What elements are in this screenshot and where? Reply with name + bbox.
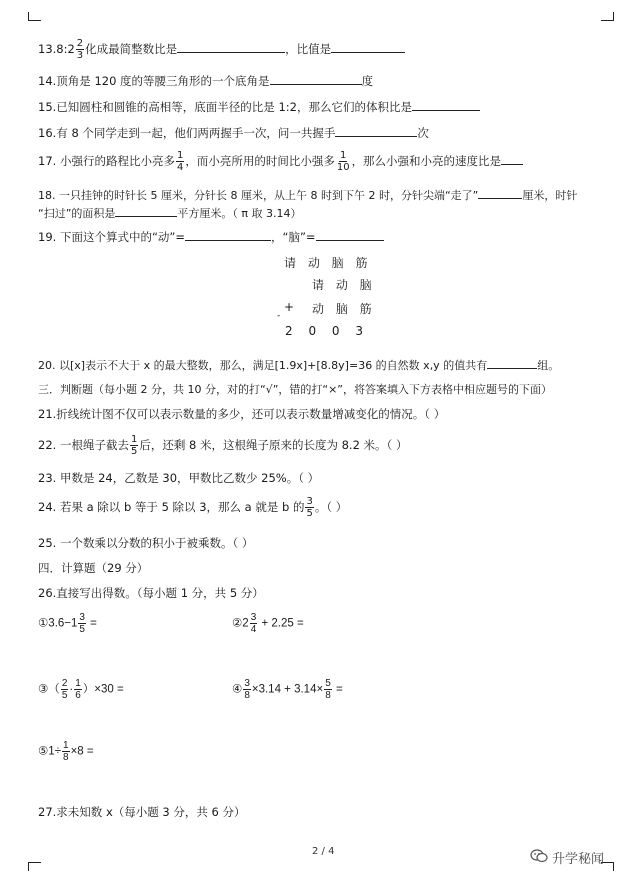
q22-fraction: $\frac{1}{5}$ (130, 434, 138, 457)
answer-blank[interactable] (177, 40, 285, 53)
puzzle-plus-sign: + (284, 300, 299, 314)
calc-4: ④ $\frac{3}{8}$ ×3.14 + 3.14× $\frac{5}{8}$ = (232, 678, 343, 701)
question-18-line-1: 18. 一只挂钟的时针长 5 厘米，分针长 8 厘米，从上午 8 时到下午 2 时，分针尖端“走了” 厘米，时针 (38, 186, 577, 203)
answer-blank[interactable] (501, 152, 523, 165)
q17-fraction-1: $\frac{1}{4}$ (176, 150, 184, 173)
answer-blank[interactable] (478, 186, 522, 199)
section-3-title: 三．判断题（每小题 2 分，共 10 分，对的打“√”，错的打“×”，将答案填入下方表格中相应题号的下面） (38, 383, 552, 396)
answer-blank[interactable] (487, 356, 537, 369)
crop-mark-top-right (601, 12, 614, 21)
question-13: 13.8:2 $\frac{2}{3}$ 化成最简整数比是 ，比值是 (38, 38, 405, 61)
calc-1: ①3.6−1 $\frac{3}{5}$ = (38, 612, 97, 635)
calc-3: ③（ $\frac{2}{5}$ · $\frac{1}{6}$ ）×30 = (38, 678, 124, 701)
question-14: 14.顶角是 120 度的等腰三角形的一个底角是 度 (38, 74, 374, 88)
puzzle-row-3: 动 脑 筋 (312, 302, 376, 316)
calc-2: ②2 $\frac{3}{4}$ + 2.25 = (232, 612, 304, 635)
crop-mark-bottom-left (28, 862, 41, 871)
answer-blank[interactable] (185, 228, 271, 241)
question-21: 21.折线统计图不仅可以表示数量的多少，还可以表示数量增减变化的情况。（ ） (38, 407, 446, 421)
answer-blank[interactable] (331, 40, 405, 53)
puzzle-row-2: 请 动 脑 (312, 278, 376, 292)
answer-blank[interactable] (412, 98, 480, 111)
q17-fraction-2: $\frac{1}{10}$ (336, 150, 350, 173)
brand-name: 升学秘闻 (552, 852, 605, 867)
answer-blank[interactable] (115, 204, 177, 217)
calc-4-fraction-1: $\frac{3}{8}$ (244, 678, 250, 701)
answer-blank[interactable] (270, 72, 362, 85)
question-25: 25. 一个数乘以分数的积小于被乘数。（ ） (38, 536, 254, 550)
question-15: 15.已知圆柱和圆锥的高相等，底面半径的比是 1:2，那么它们的体积比是 (38, 98, 480, 115)
answer-blank[interactable] (335, 124, 417, 137)
crop-mark-top-left (28, 12, 41, 21)
puzzle-row-1: 请 动 脑 筋 (284, 256, 372, 270)
q24-fraction: $\frac{3}{5}$ (306, 496, 313, 519)
wechat-icon (530, 849, 548, 867)
question-17: 17. 小强行的路程比小亮多 $\frac{1}{4}$ ，而小亮所用的时间比小强多 $\frac{1}{10}$ ，那么小强和小亮的速度比是 (38, 150, 523, 173)
question-24: 24. 若果 a 除以 b 等于 5 除以 3，那么 a 就是 b 的 $\frac{3}{5}$ 。（ ） (38, 496, 348, 519)
question-26: 26.直接写出得数。（每小题 1 分，共 5 分） (38, 586, 264, 600)
q13-fraction: $\frac{2}{3}$ (76, 38, 84, 61)
question-20: 20. 以[x]表示不大于 x 的最大整数，那么，满足[1.9x]+[8.8y]=36 的自然数 x,y 的值共有 组。 (38, 356, 559, 373)
question-18-line-2: “扫过”的面积是 平方厘米。（ π 取 3.14） (38, 204, 302, 221)
question-27: 27.求未知数 x（每小题 3 分，共 6 分） (38, 805, 246, 819)
brand-watermark (530, 848, 604, 867)
calc-1-fraction: $\frac{3}{5}$ (79, 612, 85, 635)
question-22: 22. 一根绳子截去 $\frac{1}{5}$ 后，还剩 8 米，这根绳子原来的长度为 8.2 米。（ ） (38, 434, 408, 457)
calc-4-fraction-2: $\frac{5}{8}$ (325, 678, 331, 701)
calc-3-fraction-2: $\frac{1}{6}$ (75, 678, 81, 701)
page-number: 2 / 4 (312, 846, 335, 857)
section-4-title: 四．计算题（29 分） (38, 561, 149, 575)
puzzle-result: 2 0 0 3 (285, 324, 369, 338)
calc-2-fraction: $\frac{3}{4}$ (250, 612, 257, 635)
q13-prefix: 13.8:2 (38, 42, 75, 56)
question-19: 19. 下面这个算式中的“动”= ，“脑”= (38, 228, 384, 245)
question-16: 16.有 8 个同学走到一起，他们两两握手一次，问一共握手 次 (38, 126, 429, 140)
answer-blank[interactable] (316, 228, 384, 241)
calc-5-fraction: $\frac{1}{8}$ (63, 740, 69, 763)
puzzle-minus-mark: - (277, 311, 285, 321)
calc-3-fraction-1: $\frac{2}{5}$ (61, 678, 68, 701)
calc-5: ⑤1÷ $\frac{1}{8}$ ×8 = (38, 740, 94, 763)
question-23: 23. 甲数是 24，乙数是 30，甲数比乙数少 25%。（ ） (38, 471, 320, 485)
